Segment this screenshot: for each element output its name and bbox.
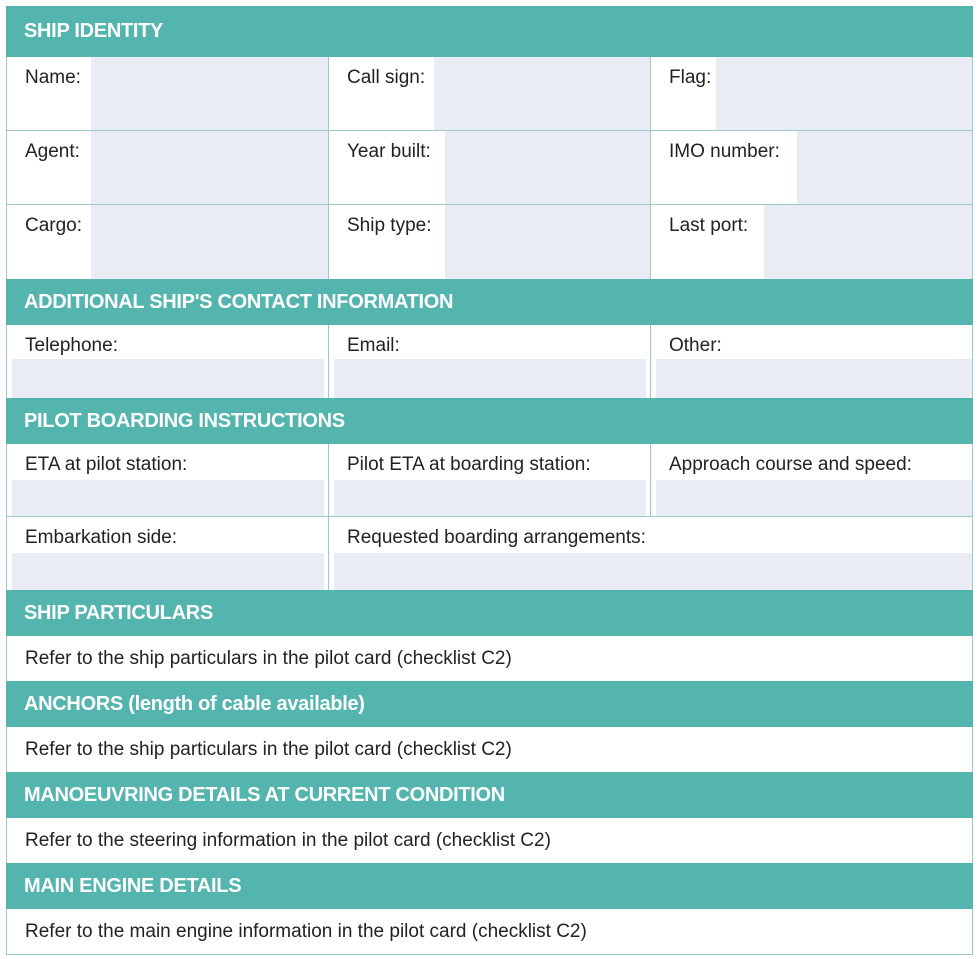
engine-title: MAIN ENGINE DETAILS xyxy=(24,874,242,897)
last-port-field[interactable] xyxy=(764,205,972,279)
imo-number-label: IMO number: xyxy=(669,141,780,162)
email-label: Email: xyxy=(347,335,400,356)
anchors-header xyxy=(6,681,973,727)
email-field[interactable] xyxy=(334,359,646,398)
cargo-label: Cargo: xyxy=(25,215,83,236)
flag-cell xyxy=(651,57,972,130)
pilot-eta-boarding-cell xyxy=(329,444,651,516)
particulars-note: Refer to the ship particulars in the pilot card (checklist C2) xyxy=(25,647,512,669)
contact-row xyxy=(6,325,973,398)
call-sign-label: Call sign: xyxy=(347,67,426,88)
telephone-cell xyxy=(7,325,329,398)
last-port-cell xyxy=(651,205,972,279)
agent-field[interactable] xyxy=(91,131,328,204)
call-sign-field[interactable] xyxy=(434,57,650,130)
ship-identity-title: SHIP IDENTITY xyxy=(24,20,164,42)
engine-header xyxy=(6,863,973,909)
other-field[interactable] xyxy=(656,359,972,398)
pilot-eta-boarding-field[interactable] xyxy=(334,480,646,516)
eta-pilot-station-cell xyxy=(7,444,329,516)
cargo-field[interactable] xyxy=(91,205,328,279)
requested-arrangements-label: Requested boarding arrangements: xyxy=(347,527,646,548)
manoeuvring-title: MANOEUVRING DETAILS AT CURRENT CONDITION xyxy=(24,783,505,806)
contact-title: ADDITIONAL SHIP'S CONTACT INFORMATION xyxy=(24,290,454,313)
cargo-cell xyxy=(7,205,329,279)
agent-label: Agent: xyxy=(25,141,80,162)
manoeuvring-note: Refer to the steering information in the pilot card (checklist C2) xyxy=(25,829,551,851)
eta-pilot-station-label: ETA at pilot station: xyxy=(25,454,188,475)
anchors-title: ANCHORS (length of cable available) xyxy=(24,692,365,715)
anchors-note-row xyxy=(6,727,973,772)
flag-field[interactable] xyxy=(716,57,972,130)
name-field[interactable] xyxy=(91,57,328,130)
ship-identity-row-2 xyxy=(6,131,973,205)
boarding-title: PILOT BOARDING INSTRUCTIONS xyxy=(24,409,345,432)
approach-course-label: Approach course and speed: xyxy=(669,454,912,475)
ship-identity-header xyxy=(6,6,973,57)
boarding-row-2 xyxy=(6,517,973,590)
approach-course-field[interactable] xyxy=(656,480,972,516)
telephone-label: Telephone: xyxy=(25,335,118,356)
ship-type-field[interactable] xyxy=(445,205,650,279)
ship-type-cell xyxy=(329,205,651,279)
ship-identity-row-1 xyxy=(6,57,973,131)
call-sign-cell xyxy=(329,57,651,130)
imo-number-cell xyxy=(651,131,972,204)
manoeuvring-note-row xyxy=(6,818,973,863)
pilot-eta-boarding-label: Pilot ETA at boarding station: xyxy=(347,454,591,475)
last-port-label: Last port: xyxy=(669,215,749,236)
engine-note-row xyxy=(6,909,973,955)
other-label: Other: xyxy=(669,335,722,356)
ship-type-label: Ship type: xyxy=(347,215,432,236)
boarding-header xyxy=(6,398,973,444)
flag-label: Flag: xyxy=(669,67,712,88)
contact-header xyxy=(6,279,973,325)
eta-pilot-station-field[interactable] xyxy=(12,480,324,516)
ship-identity-row-3 xyxy=(6,205,973,279)
particulars-title: SHIP PARTICULARS xyxy=(24,601,213,624)
email-cell xyxy=(329,325,651,398)
boarding-row-1 xyxy=(6,444,973,517)
pilot-information-form xyxy=(6,6,973,955)
requested-arrangements-field[interactable] xyxy=(334,553,972,590)
name-label: Name: xyxy=(25,67,81,88)
particulars-header xyxy=(6,590,973,636)
embarkation-side-cell xyxy=(7,517,329,590)
particulars-note-row xyxy=(6,636,973,681)
approach-course-cell xyxy=(651,444,972,516)
manoeuvring-header xyxy=(6,772,973,818)
embarkation-side-field[interactable] xyxy=(12,553,324,590)
year-built-cell xyxy=(329,131,651,204)
year-built-label: Year built: xyxy=(347,141,431,162)
year-built-field[interactable] xyxy=(445,131,650,204)
telephone-field[interactable] xyxy=(12,359,324,398)
imo-number-field[interactable] xyxy=(797,131,972,204)
embarkation-side-label: Embarkation side: xyxy=(25,527,178,548)
requested-arrangements-cell xyxy=(329,517,972,590)
agent-cell xyxy=(7,131,329,204)
name-cell xyxy=(7,57,329,130)
engine-note: Refer to the main engine information in the pilot card (checklist C2) xyxy=(25,920,587,942)
anchors-note: Refer to the ship particulars in the pilot card (checklist C2) xyxy=(25,738,512,760)
other-cell xyxy=(651,325,972,398)
